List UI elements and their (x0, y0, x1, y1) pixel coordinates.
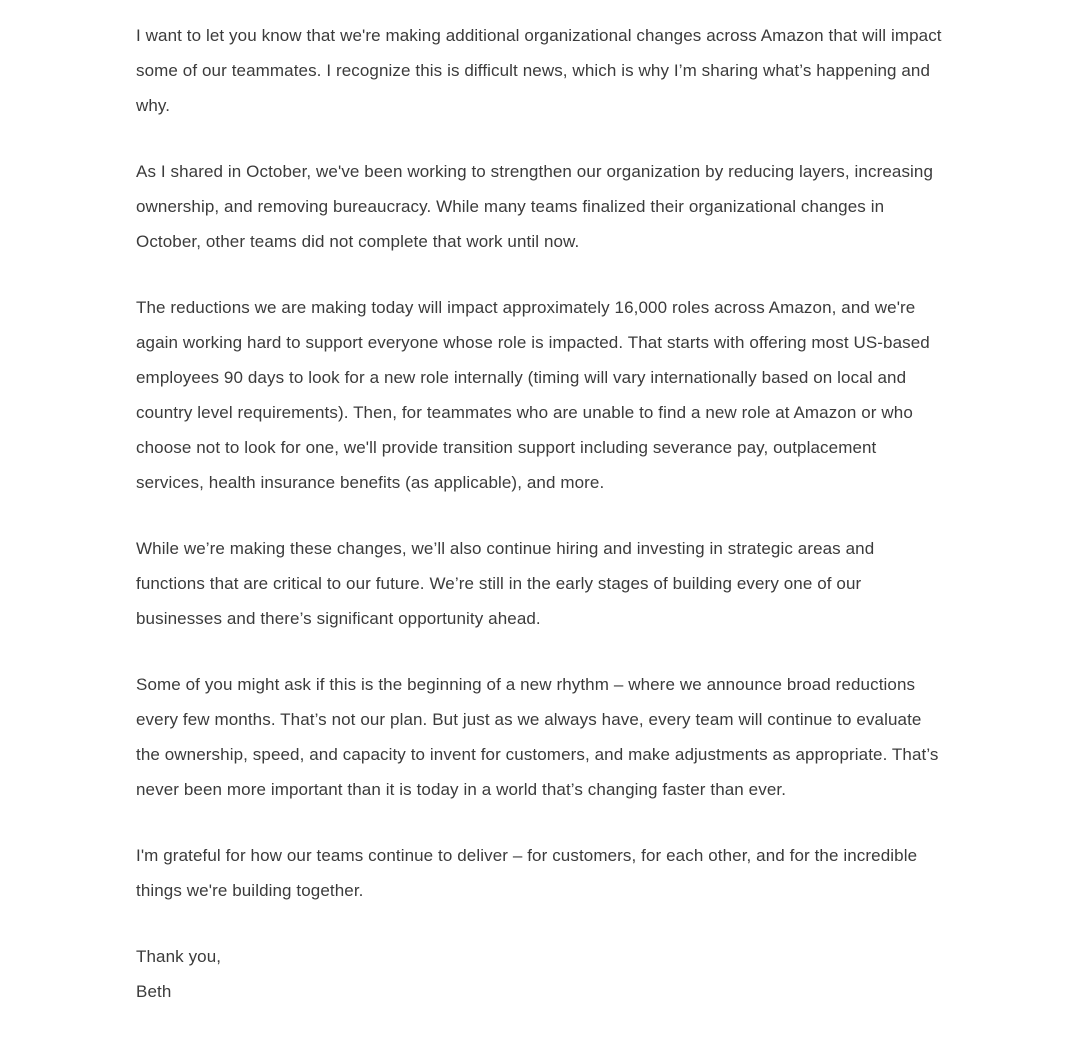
memo-body (136, 0, 944, 1009)
memo-paragraph-6: I'm grateful for how our teams continue to deliver – for customers, for each other, and for the incredible things we're building together. (136, 846, 918, 900)
memo-paragraph-4: While we’re making these changes, we’ll also continue hiring and investing in strategic areas and functions that are critical to our future. We’re still in the early stages of building every one of our businesses and there’s significant opportunity ahead. (136, 539, 875, 628)
memo-paragraph-1: I want to let you know that we're making additional organizational changes across Amazon that will impact some of our teammates. I recognize this is difficult news, which is why I’m sharing what’s happening and why. (136, 26, 942, 115)
signature-closing: Thank you, (136, 947, 222, 966)
memo-paragraph-3: The reductions we are making today will impact approximately 16,000 roles across Amazon, and we're again working hard to support everyone whose role is impacted. That starts with offering most US-based employees 90 days to look for a new role internally (timing will vary internationally based on local and country level requirements). Then, for teammates who are unable to find a new role at Amazon or who choose not to look for one, we'll provide transition support including severance pay, outplacement services, health insurance benefits (as applicable), and more. (136, 298, 930, 492)
memo-paragraph-2: As I shared in October, we've been working to strengthen our organization by reducing layers, increasing ownership, and removing bureaucracy. While many teams finalized their organizational changes in October, other teams did not complete that work until now. (136, 162, 934, 251)
memo-paragraph-5: Some of you might ask if this is the beginning of a new rhythm – where we announce broad reductions every few months. That’s not our plan. But just as we always have, every team will continue to evaluate the ownership, speed, and capacity to invent for customers, and make adjustments as appropriate. That’s never been more important than it is today in a world that’s changing faster than ever. (136, 675, 939, 799)
signature-name: Beth (136, 982, 172, 1001)
memo-signature (136, 939, 944, 1009)
